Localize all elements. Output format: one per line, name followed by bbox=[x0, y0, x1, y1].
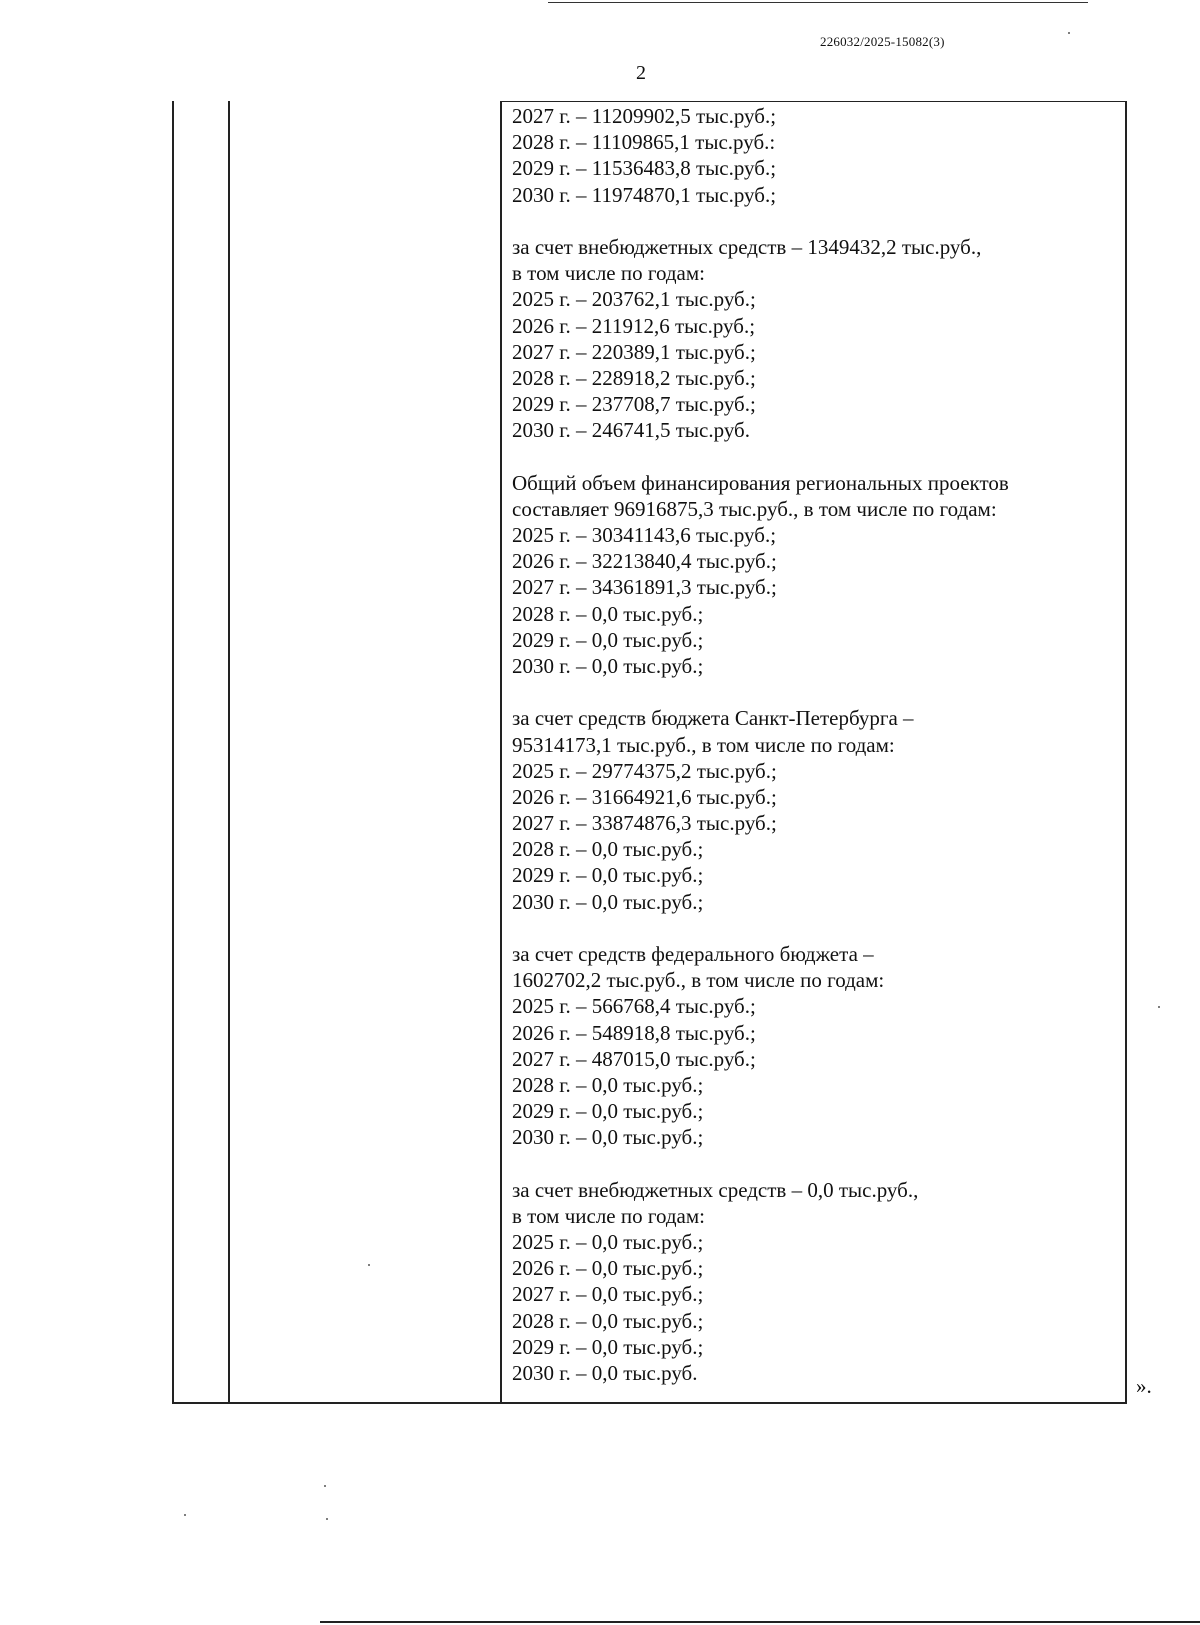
text-line: 2029 г. – 0,0 тыс.руб.; bbox=[512, 1099, 704, 1124]
text-line: 2026 г. – 211912,6 тыс.руб.; bbox=[512, 313, 756, 338]
text-line: 2025 г. – 29774375,2 тыс.руб.; bbox=[512, 758, 777, 783]
text-line: 2025 г. – 203762,1 тыс.руб.; bbox=[512, 287, 756, 312]
text-line: 2027 г. – 33874876,3 тыс.руб.; bbox=[512, 811, 777, 836]
table-right-border bbox=[1125, 101, 1127, 1404]
text-line: 2029 г. – 237708,7 тыс.руб.; bbox=[512, 392, 756, 417]
text-line: 2030 г. – 0,0 тыс.руб.; bbox=[512, 653, 704, 678]
text-line: за счет средств бюджета Санкт-Петербурга – bbox=[512, 706, 914, 731]
text-line: 2027 г. – 11209902,5 тыс.руб.; bbox=[512, 104, 777, 128]
text-line: в том числе по годам: bbox=[512, 261, 705, 286]
text-line: 2028 г. – 0,0 тыс.руб.; bbox=[512, 837, 704, 862]
text-line: 2027 г. – 487015,0 тыс.руб.; bbox=[512, 1046, 756, 1071]
scan-speck bbox=[1068, 32, 1070, 34]
text-line: 1602702,2 тыс.руб., в том числе по годам: bbox=[512, 968, 885, 993]
text-line: 2025 г. – 0,0 тыс.руб.; bbox=[512, 1230, 704, 1255]
financing-text-cell bbox=[512, 103, 1112, 1386]
paragraph-gap bbox=[512, 208, 1112, 234]
text-line: 2027 г. – 220389,1 тыс.руб.; bbox=[512, 339, 756, 364]
page-number: 2 bbox=[636, 62, 646, 84]
paragraph-gap bbox=[512, 679, 1112, 705]
document-registration-number: 226032/2025-15082(3) bbox=[820, 34, 945, 49]
text-line: 2030 г. – 0,0 тыс.руб.; bbox=[512, 1125, 704, 1150]
text-line: Общий объем финансирования региональных проектов bbox=[512, 470, 1009, 495]
text-line: 2026 г. – 0,0 тыс.руб.; bbox=[512, 1256, 704, 1281]
scan-speck bbox=[368, 1264, 370, 1266]
table-column-divider-2 bbox=[500, 101, 502, 1404]
text-line: 2030 г. – 246741,5 тыс.руб. bbox=[512, 418, 750, 443]
paragraph-gap bbox=[512, 915, 1112, 941]
table-column-divider-1 bbox=[228, 101, 230, 1404]
text-line: за счет внебюджетных средств – 1349432,2 тыс.руб., bbox=[512, 234, 982, 259]
scan-speck bbox=[184, 1514, 186, 1516]
scan-speck bbox=[1158, 1006, 1160, 1008]
text-line: за счет внебюджетных средств – 0,0 тыс.руб., bbox=[512, 1177, 919, 1202]
text-line: 2028 г. – 11109865,1 тыс.руб.: bbox=[512, 130, 776, 155]
text-line: 2027 г. – 34361891,3 тыс.руб.; bbox=[512, 575, 777, 600]
text-line: 2026 г. – 548918,8 тыс.руб.; bbox=[512, 1020, 756, 1045]
scan-speck bbox=[326, 1518, 328, 1520]
text-line: 2030 г. – 0,0 тыс.руб.; bbox=[512, 889, 704, 914]
text-line: 2029 г. – 0,0 тыс.руб.; bbox=[512, 1334, 704, 1359]
closing-quote: ». bbox=[1136, 1374, 1152, 1398]
text-line: 2027 г. – 0,0 тыс.руб.; bbox=[512, 1282, 704, 1307]
text-line: 2025 г. – 30341143,6 тыс.руб.; bbox=[512, 523, 777, 547]
table-top-border bbox=[500, 101, 1127, 102]
text-line: 2029 г. – 0,0 тыс.руб.; bbox=[512, 627, 704, 652]
scan-artifact-top-line bbox=[548, 2, 1088, 3]
text-line: 2028 г. – 0,0 тыс.руб.; bbox=[512, 601, 704, 626]
paragraph-gap bbox=[512, 1151, 1112, 1177]
scan-artifact-bottom-line bbox=[320, 1621, 1200, 1623]
text-line: 2026 г. – 31664921,6 тыс.руб.; bbox=[512, 784, 777, 809]
text-line: 95314173,1 тыс.руб., в том числе по годам: bbox=[512, 732, 895, 757]
text-line: 2028 г. – 0,0 тыс.руб.; bbox=[512, 1308, 704, 1333]
text-line: 2029 г. – 11536483,8 тыс.руб.; bbox=[512, 156, 777, 181]
text-line: 2030 г. – 11974870,1 тыс.руб.; bbox=[512, 182, 777, 207]
text-line: за счет средств федерального бюджета – bbox=[512, 942, 874, 966]
scan-speck bbox=[324, 1485, 326, 1487]
text-line: в том числе по годам: bbox=[512, 1203, 705, 1228]
text-line: 2028 г. – 0,0 тыс.руб.; bbox=[512, 1072, 704, 1097]
paragraph-gap bbox=[512, 443, 1112, 469]
text-line: 2025 г. – 566768,4 тыс.руб.; bbox=[512, 994, 756, 1019]
text-line: 2029 г. – 0,0 тыс.руб.; bbox=[512, 863, 704, 888]
text-line: 2030 г. – 0,0 тыс.руб. bbox=[512, 1361, 698, 1385]
text-line: составляет 96916875,3 тыс.руб., в том числе по годам: bbox=[512, 496, 997, 521]
text-line: 2026 г. – 32213840,4 тыс.руб.; bbox=[512, 549, 777, 574]
text-line: 2028 г. – 228918,2 тыс.руб.; bbox=[512, 365, 756, 390]
